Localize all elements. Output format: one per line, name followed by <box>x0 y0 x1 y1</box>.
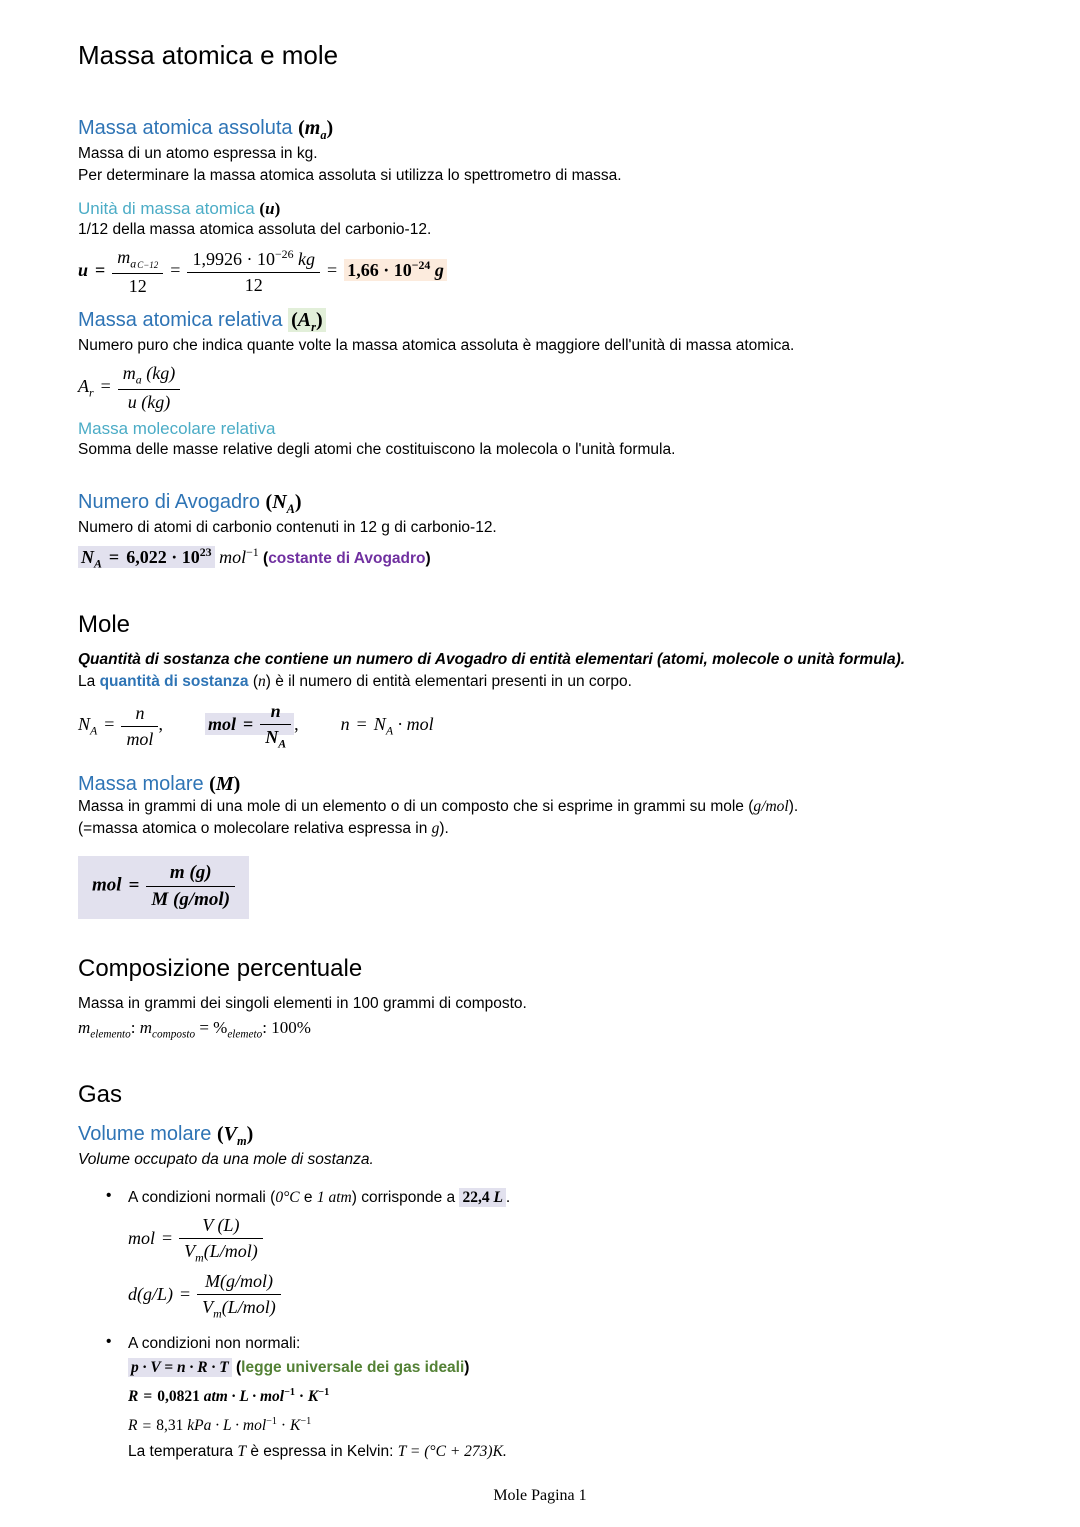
fraction <box>197 1271 281 1321</box>
fraction <box>112 247 163 297</box>
equals-sign: = <box>242 714 254 735</box>
heading-massa-atomica-assoluta <box>78 117 1002 143</box>
fraction <box>121 703 158 749</box>
math-var-N: N <box>81 546 94 567</box>
math-var-mol: mol <box>128 1228 155 1249</box>
math-unit-K: K <box>289 1417 301 1435</box>
heading-massa-molare <box>78 773 1002 796</box>
math-var-mol: mol <box>92 874 122 896</box>
body-text: 1/12 della massa atomica assoluta del carbonio-12. <box>78 221 432 238</box>
equals-sign: = <box>142 1417 152 1435</box>
denominator: mol <box>126 728 154 749</box>
body-text: Per determinare la massa atomica assoluta si utilizza lo spettrometro di massa. <box>78 167 622 184</box>
body-text: Massa di un atomo espressa in kg. <box>78 145 318 162</box>
paren-close: ) <box>464 1359 470 1377</box>
math-var-A: A <box>78 376 89 397</box>
highlighted-result <box>344 259 447 281</box>
paren-close: ) <box>233 773 241 796</box>
equals-sign: = <box>128 874 140 896</box>
equals-sign: = <box>95 260 106 281</box>
math-exponent: −1 <box>266 1416 278 1428</box>
page-footer: Mole Pagina 1 <box>493 1487 587 1504</box>
text-segment: ) corrisponde a <box>351 1189 460 1207</box>
math-var-d: d(g/L) <box>128 1284 173 1305</box>
heading-numero-avogadro <box>78 491 1002 517</box>
math-exponent: −1 <box>318 1387 330 1399</box>
math-var-T: T <box>237 1442 247 1460</box>
heading-volume-molare <box>78 1123 1002 1149</box>
math-unit-g: g <box>431 820 440 838</box>
numerator: n <box>121 703 158 727</box>
math-unit-g: g <box>430 260 444 281</box>
math-symbol-N: N <box>272 490 287 513</box>
highlighted-formula-box <box>78 856 249 919</box>
math-symbol-u: u <box>265 199 275 218</box>
math-exponent: −1 <box>300 1416 312 1428</box>
equals-sign: = <box>356 714 367 735</box>
math-times-mol: · mol <box>393 714 434 735</box>
math-var-u: u <box>127 392 137 413</box>
fraction <box>179 1215 263 1265</box>
math-subscript-A: A <box>94 556 102 571</box>
kelvin-line <box>128 1439 1002 1464</box>
math-subscript-a: a <box>320 128 327 142</box>
text-segment: A condizioni normali ( <box>128 1189 276 1207</box>
paren-open: ( <box>258 549 269 567</box>
heading-label: Numero di Avogadro <box>78 490 260 513</box>
math-var-u: u <box>78 260 89 281</box>
gas-law-block <box>128 1355 1002 1463</box>
math-units: kPa · L · mol <box>187 1417 267 1435</box>
text-segment: e <box>299 1189 317 1207</box>
quantita-di-sostanza-label: quantità di sostanza <box>99 673 249 691</box>
heading-composizione-percentuale: Composizione percentuale <box>78 954 363 982</box>
paren-open: ( <box>216 1123 224 1146</box>
highlighted-gas-law: p · V = n · R · T <box>128 1358 232 1377</box>
numerator: M(g/mol) <box>197 1271 281 1295</box>
paren-open: ( <box>291 308 298 331</box>
math-var-V: V <box>202 1296 214 1317</box>
colon: : <box>130 1017 140 1037</box>
denominator <box>118 390 180 413</box>
math-symbol-V: V <box>223 1123 237 1146</box>
ideal-gas-law-line <box>128 1355 1002 1380</box>
math-number: 1,9926 · 10 <box>192 249 275 270</box>
equals-sign: = <box>162 1228 173 1249</box>
heading-label: Unità di massa atomica <box>78 199 255 218</box>
math-unit-L: L <box>493 1189 503 1207</box>
body-text <box>78 818 1002 840</box>
heading-math-highlighted <box>288 308 326 332</box>
highlighted-avogadro-value <box>78 544 215 571</box>
math-subscript-m: m <box>213 1306 222 1321</box>
math-subscript-A: A <box>90 724 98 738</box>
math-var-mol: mol <box>207 714 236 735</box>
highlighted-formula <box>205 701 294 751</box>
heading-math <box>209 773 240 795</box>
fraction <box>260 701 291 751</box>
subheading-massa-molecolare-relativa: Massa molecolare relativa <box>78 418 276 438</box>
numerator <box>118 363 180 390</box>
paren-open: ( <box>231 1359 242 1377</box>
gas-law-name: legge universale dei gas ideali <box>241 1359 465 1377</box>
math-1atm: 1 atm <box>316 1189 352 1207</box>
text-segment: ) è il numero di entità elementari presenti in un corpo. <box>265 673 632 691</box>
text-segment: è espressa in Kelvin: <box>246 1442 398 1460</box>
paren-close: ) <box>425 549 431 567</box>
math-unit-mol: mol <box>214 546 247 567</box>
math-subscript-m: m <box>195 1250 204 1265</box>
math-subscript-m: m <box>236 1134 247 1149</box>
text-segment: ). <box>439 820 449 838</box>
formula-mol-volume <box>128 1215 1002 1265</box>
text-segment: La <box>78 673 100 691</box>
text-segment: . <box>505 1189 511 1207</box>
body-text: Numero puro che indica quante volte la massa atomica assoluta è maggiore dell'unità di massa atomica. <box>78 336 795 354</box>
body-text: Somma delle masse relative degli atomi che costituiscono la molecola o l'unità formula. <box>78 440 676 458</box>
mole-definition: Quantità di sostanza che contiene un numero di Avogadro di entità elementari (atomi, molecole o unità formula). <box>78 651 906 669</box>
fraction <box>118 363 180 413</box>
math-kelvin-formula: T = (°C + 273)K. <box>397 1442 507 1460</box>
denominator: 12 <box>244 274 263 295</box>
heading-label: Volume molare <box>78 1123 212 1146</box>
body-text: Numero di atomi di carbonio contenuti in 12 g di carbonio-12. <box>78 518 497 536</box>
dot-operator: · <box>295 1388 308 1406</box>
math-subscript-elemento: elemento <box>90 1028 131 1041</box>
formula-composizione <box>78 1017 1002 1041</box>
text-segment: (=massa atomica o molecolare relativa espressa in <box>78 820 432 838</box>
text-segment: Massa in grammi di una mole di un elemento o di un composto che si esprime in grammi su mole ( <box>78 798 754 816</box>
math-unit: (L/mol) <box>221 1296 276 1317</box>
bullet-icon: • <box>106 1187 112 1205</box>
text-segment: ). <box>788 798 799 816</box>
math-subscript-a: a <box>135 372 142 387</box>
math-number: 8,31 <box>156 1417 188 1435</box>
math-unit-kg: kg <box>293 249 316 270</box>
numerator: n <box>260 701 291 725</box>
formula-density <box>128 1271 1002 1321</box>
colon: : <box>262 1017 272 1037</box>
math-var-n: n <box>258 673 266 691</box>
bullet-icon: • <box>106 1333 112 1351</box>
math-exponent: −24 <box>411 258 431 273</box>
denominator: 12 <box>128 276 147 297</box>
equals-sign: = <box>327 260 338 281</box>
subheading-unita-massa-atomica <box>78 199 1002 219</box>
page-title: Massa atomica e mole <box>78 40 339 70</box>
math-subscript-a: a <box>130 256 137 271</box>
fraction <box>146 862 235 911</box>
numerator: m (g) <box>146 862 235 887</box>
numerator <box>187 248 320 273</box>
math-subscript-A: A <box>286 501 295 516</box>
paren-close: ) <box>294 490 302 513</box>
formula-mole-relations <box>78 701 1002 751</box>
formula-na-equals <box>78 703 163 749</box>
math-number: 6,022 · 10 <box>126 546 200 567</box>
fraction <box>187 248 320 295</box>
math-subscript-r: r <box>89 385 94 400</box>
math-var-m: m <box>139 1017 153 1037</box>
math-symbol-A: A <box>297 308 312 331</box>
math-unit: (kg) <box>141 362 176 383</box>
math-unit-K: K <box>307 1388 319 1406</box>
heading-math <box>216 1123 254 1149</box>
math-unit: (kg) <box>136 392 171 413</box>
math-subscript-elemeto: elemeto <box>227 1028 263 1041</box>
math-var-m: m <box>78 1017 91 1037</box>
body-text: Massa in grammi dei singoli elementi in 100 grammi di composto. <box>78 994 527 1012</box>
numerator: V (L) <box>179 1215 263 1239</box>
math-var-R: R <box>128 1388 139 1406</box>
text-segment: La temperatura <box>128 1442 238 1460</box>
math-symbol-M: M <box>215 773 234 796</box>
heading-mole: Mole <box>78 611 131 639</box>
paren-open: ( <box>209 773 216 796</box>
equals-sign: = <box>180 1284 191 1305</box>
math-number: 22,4 <box>462 1189 494 1207</box>
paren-open: ( <box>298 117 305 139</box>
body-text <box>78 796 1002 818</box>
math-var-R: R <box>128 1417 138 1435</box>
heading-math <box>298 117 334 142</box>
heading-gas: Gas <box>78 1081 123 1109</box>
math-exponent: −26 <box>274 247 294 262</box>
paren-open: ( <box>265 490 273 513</box>
denominator <box>260 725 291 751</box>
heading-math <box>265 490 302 516</box>
volume-molare-definition: Volume occupato da una mole di sostanza. <box>78 1151 374 1169</box>
formula-unita-massa-atomica <box>78 247 1002 297</box>
math-subscript-A: A <box>385 724 394 738</box>
equals-sign: = <box>170 260 181 281</box>
bullet-text: A condizioni non normali: <box>128 1335 301 1353</box>
highlighted-molar-volume <box>459 1188 505 1207</box>
math-units: atm · L · mol <box>203 1388 285 1406</box>
paren-close: ) <box>326 117 334 139</box>
math-var-N: N <box>373 714 386 735</box>
equals-sign: = <box>104 714 115 735</box>
heading-label: Massa atomica assoluta <box>78 117 293 139</box>
paren-close: ) <box>315 308 323 331</box>
equals-percent: = % <box>195 1017 228 1037</box>
denominator <box>197 1295 281 1321</box>
math-unit: (L/mol) <box>203 1241 258 1262</box>
comma: , <box>158 714 163 735</box>
paren-close: ) <box>246 1123 254 1146</box>
text-segment: ( <box>248 673 259 691</box>
math-subsubscript-c12: C−12 <box>137 259 159 270</box>
denominator: M (g/mol) <box>151 889 231 911</box>
formula-massa-atomica-relativa <box>78 363 1002 413</box>
math-symbol-m: m <box>304 117 321 139</box>
bullet-non-normal-conditions <box>78 1333 1002 1355</box>
heading-label: Massa molare <box>78 773 204 796</box>
equals-sign: = <box>143 1388 153 1406</box>
math-number: 0,0821 <box>157 1388 204 1406</box>
math-number-100: 100% <box>271 1017 311 1037</box>
math-subscript-composto: composto <box>152 1028 196 1041</box>
denominator <box>179 1239 263 1265</box>
numerator <box>112 247 163 274</box>
math-var-n: n <box>340 714 350 735</box>
math-number: 1,66 · 10 <box>347 260 412 281</box>
math-var-V: V <box>184 1241 196 1262</box>
paren-open: ( <box>259 199 266 218</box>
heading-label: Massa atomica relativa <box>78 308 283 331</box>
math-exponent: −1 <box>284 1387 295 1399</box>
math-unit-gmol: g/mol <box>753 798 789 816</box>
math-subscript-r: r <box>311 319 316 334</box>
avogadro-constant-label: costante di Avogadro <box>268 549 426 567</box>
gas-constant-kpa-line <box>128 1409 1002 1438</box>
math-0C: 0°C <box>275 1189 300 1207</box>
math-exponent: −1 <box>246 544 259 559</box>
heading-massa-atomica-relativa <box>78 309 1002 335</box>
math-exponent: 23 <box>199 544 212 559</box>
math-var-m: m <box>117 247 131 267</box>
molar-mass-formula-block <box>78 856 1002 919</box>
paren-close: ) <box>274 199 281 218</box>
math-var-m: m <box>122 362 136 383</box>
body-text <box>78 671 1002 693</box>
formula-n-equals <box>340 714 434 738</box>
comma: , <box>294 714 299 735</box>
dot-operator: · <box>277 1417 290 1435</box>
heading-math <box>259 199 280 218</box>
gas-constant-atm-line <box>128 1380 1002 1409</box>
bullet-normal-conditions <box>78 1187 1002 1209</box>
formula-mol-equals-highlighted <box>205 701 299 751</box>
math-var-N: N <box>78 714 91 735</box>
math-subscript-A: A <box>278 736 287 751</box>
formula-numero-avogadro <box>78 545 1002 571</box>
math-var-N: N <box>265 727 279 747</box>
equals-sign: = <box>108 546 120 567</box>
bullet-text <box>128 1187 1002 1209</box>
equals-sign: = <box>100 376 111 397</box>
